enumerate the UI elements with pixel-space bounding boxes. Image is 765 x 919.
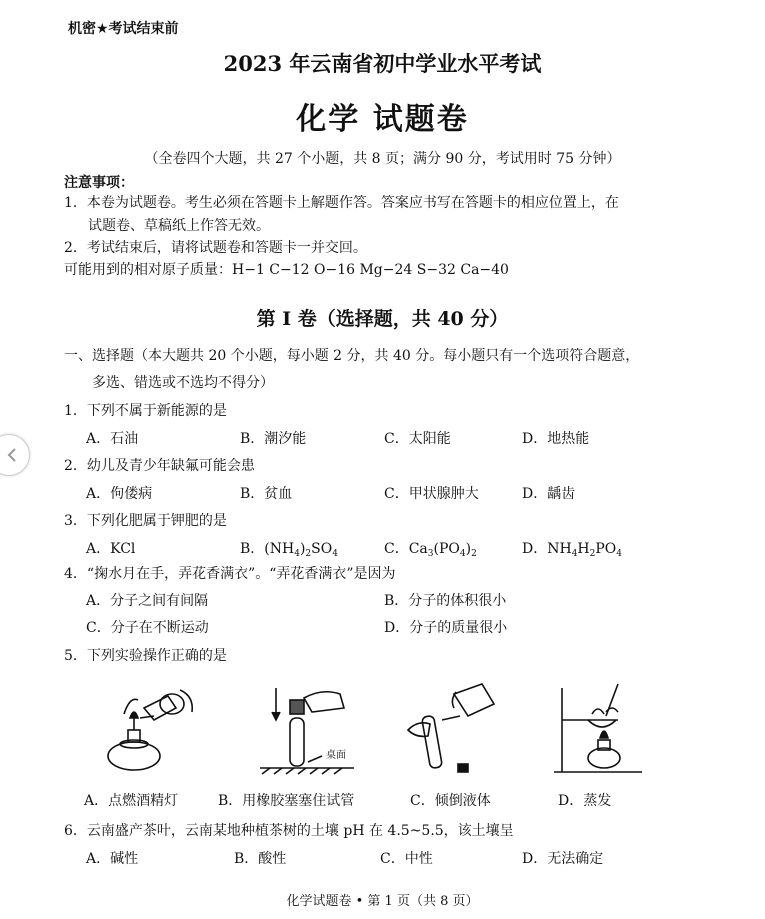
question-6-option-d: D．无法确定 [522,851,604,867]
section-instruction-cont: 多选、错选或不选均不得分） [92,375,274,391]
question-3-option-c: C．$Ca_3(PO_4)_2$ [384,541,477,559]
question-3-option-b: B．$(NH_4)_2SO_4$ [240,541,338,559]
question-4-option-c: C．分子在不断运动 [86,620,209,636]
figure-d-evaporation-icon [548,680,648,780]
question-5-option-c: C．倾倒液体 [410,793,491,809]
question-6-option-a: A．碱性 [86,851,139,867]
paper-info: （全卷四个大题，共 27 个小题，共 8 页；满分 90 分，考试用时 75 分钟） [144,151,621,167]
question-2-option-b: B．贫血 [240,486,293,502]
figure-a-alcohol-lamp-icon [96,678,206,778]
question-5-stem: 5．下列实验操作正确的是 [64,648,227,664]
question-5-option-b: B．用橡胶塞塞住试管 [218,793,355,809]
question-3-option-d: D．$NH_4H_2PO_4$ [522,541,623,559]
question-6-option-b: B．酸性 [234,851,287,867]
question-1-option-d: D．地热能 [522,431,590,447]
note-item-1-cont: 试题卷、草稿纸上作答无效。 [88,218,270,234]
subject-title: 化学 试题卷 [296,102,469,137]
question-2-stem: 2．幼儿及青少年缺氟可能会患 [64,458,255,474]
figure-b-desk-label: 桌面 [326,750,346,761]
atomic-masses: 可能用到的相对原子质量：H−1 C−12 O−16 Mg−24 S−32 Ca−40 [64,262,509,278]
exam-title: 2023 年云南省初中学业水平考试 [223,51,542,76]
question-5-option-a: A．点燃酒精灯 [84,793,179,809]
previous-page-button[interactable] [0,434,30,476]
question-6-stem: 6．云南盛产茶叶，云南某地种植茶树的土壤 pH 在 4.5~5.5，该土壤呈 [64,823,514,839]
question-1-option-c: C．太阳能 [384,431,451,447]
question-3-option-a: A．KCl [86,541,136,557]
question-6-option-c: C．中性 [380,851,433,867]
section-instruction: 一、选择题（本大题共 20 个小题，每小题 2 分，共 40 分。每小题只有一个选项符合题意， [64,348,640,364]
question-4-option-b: B．分子的体积很小 [384,593,507,609]
question-3-stem: 3．下列化肥属于钾肥的是 [64,513,227,529]
notes-heading: 注意事项： [64,175,134,191]
page-footer: 化学试题卷 • 第 1 页（共 8 页） [286,894,479,909]
question-4-option-a: A．分子之间有间隔 [86,593,209,609]
confidential-label: 机密★考试结束前 [68,21,179,37]
question-4-option-d: D．分子的质量很小 [384,620,508,636]
question-1-stem: 1．下列不属于新能源的是 [64,403,227,419]
question-1-option-b: B．潮汐能 [240,431,307,447]
question-1-option-a: A．石油 [86,431,139,447]
question-4-stem: 4．“掬水月在手，弄花香满衣”。“弄花香满衣”是因为 [64,566,396,582]
question-2-option-d: D．龋齿 [522,486,576,502]
note-item-1: 1．本卷为试题卷。考生必须在答题卡上解题作答。答案应书写在答题卡的相应位置上，在 [64,195,619,211]
question-2-option-a: A．佝偻病 [86,486,153,502]
question-5-option-d: D．蒸发 [558,793,612,809]
note-item-2: 2．考试结束后，请将试题卷和答题卡一并交回。 [64,240,367,256]
figure-b-test-tube-icon [252,678,362,778]
section-title: 第 I 卷（选择题，共 40 分） [256,308,509,330]
figure-c-pouring-liquid-icon [398,680,508,780]
chevron-left-icon [7,448,17,462]
question-2-option-c: C．甲状腺肿大 [384,486,479,502]
